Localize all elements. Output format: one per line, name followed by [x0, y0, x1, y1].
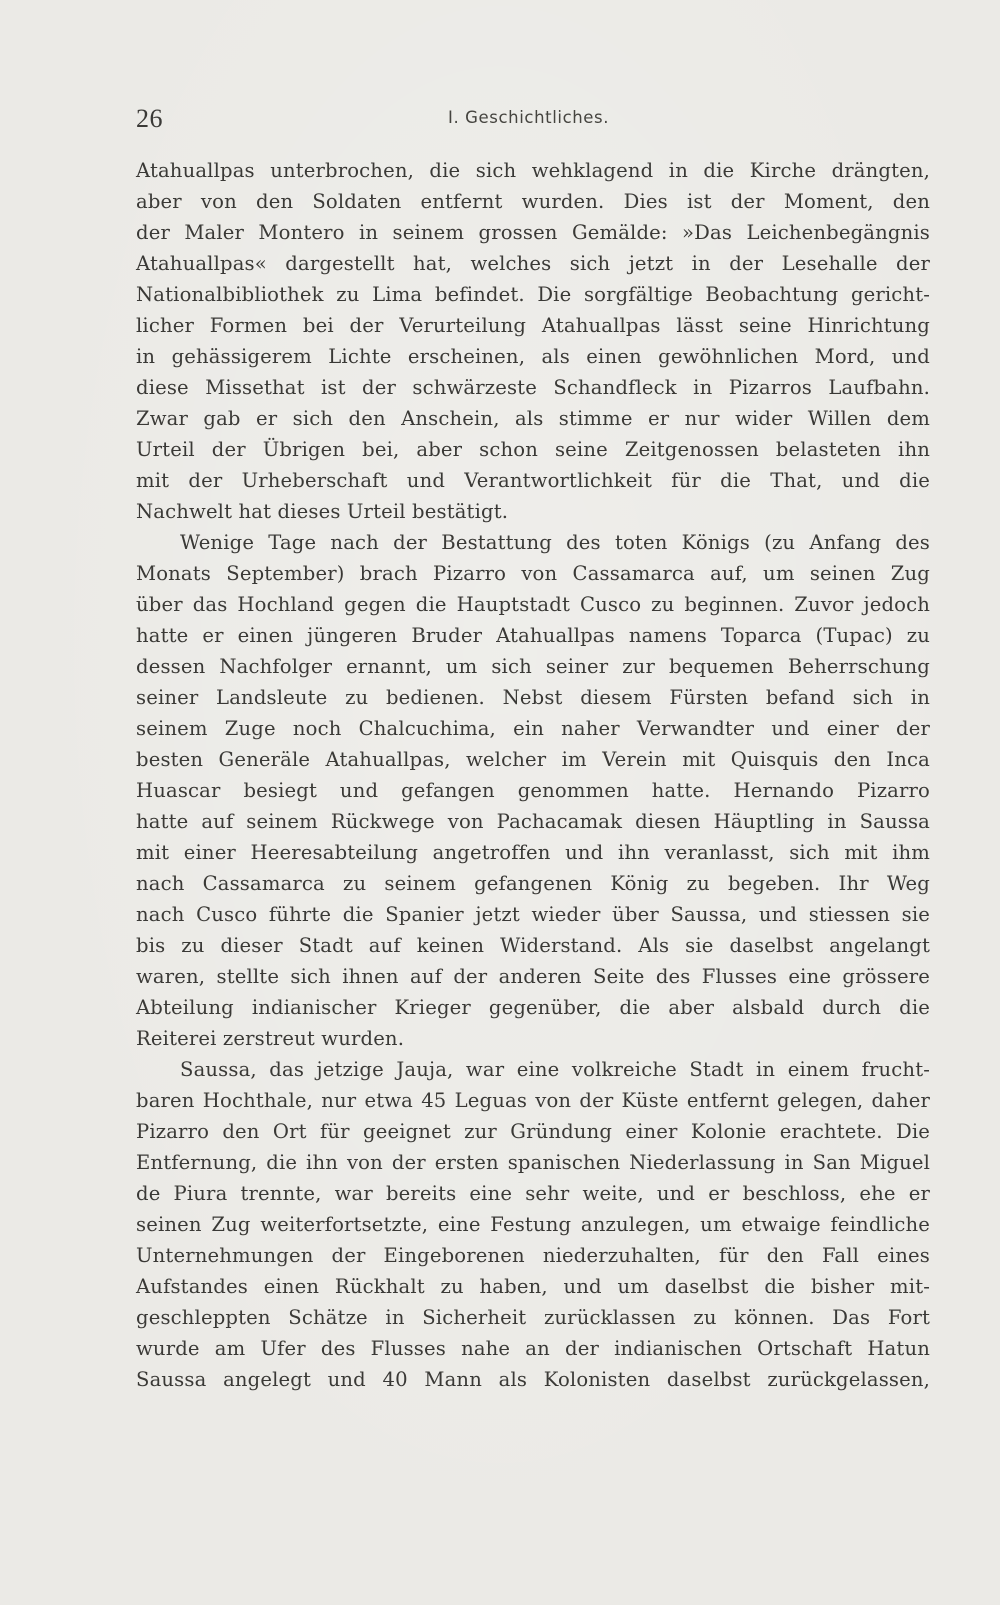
- page-number: 26: [136, 104, 163, 133]
- text-line: seinen Zug weiterfortsetzte, eine Festung anzulegen, um etwaige feindliche: [136, 1213, 930, 1236]
- text-line: Pizarro den Ort für geeignet zur Gründung einer Kolonie erachtete. Die: [136, 1120, 930, 1143]
- text-line: waren, stellte sich ihnen auf der anderen Seite des Flusses eine grössere: [136, 965, 930, 988]
- text-line: seinem Zuge noch Chalcuchima, ein naher Verwandter und einer der: [136, 717, 930, 740]
- text-line: Reiterei zerstreut wurden.: [136, 1027, 405, 1050]
- text-line: seiner Landsleute zu bedienen. Nebst diesem Fürsten befand sich in: [136, 686, 930, 709]
- text-line: dessen Nachfolger ernannt, um sich seiner zur bequemen Beherrschung: [136, 655, 930, 678]
- text-line: baren Hochthale, nur etwa 45 Leguas von der Küste entfernt gelegen, daher: [136, 1089, 930, 1112]
- text-line: Unternehmungen der Eingeborenen niederzuhalten, für den Fall eines: [136, 1244, 930, 1267]
- text-line: Nationalbibliothek zu Lima befindet. Die sorgfältige Beobachtung gericht-: [136, 283, 930, 306]
- text-line: Nachwelt hat dieses Urteil bestätigt.: [136, 500, 509, 523]
- text-line: Urteil der Übrigen bei, aber schon seine Zeitgenossen belasteten ihn: [136, 438, 930, 461]
- text-line: aber von den Soldaten entfernt wurden. Dies ist der Moment, den: [136, 190, 930, 213]
- text-line: Entfernung, die ihn von der ersten spanischen Niederlassung in San Miguel: [136, 1151, 930, 1174]
- text-line: de Piura trennte, war bereits eine sehr weite, und er beschloss, ehe er: [136, 1182, 930, 1205]
- text-line: geschleppten Schätze in Sicherheit zurücklassen zu können. Das Fort: [136, 1306, 930, 1329]
- text-line: Huascar besiegt und gefangen genommen hatte. Hernando Pizarro: [136, 779, 930, 802]
- text-line: Monats September) brach Pizarro von Cassamarca auf, um seinen Zug: [136, 562, 930, 585]
- text-line: in gehässigerem Lichte erscheinen, als einen gewöhnlichen Mord, und: [136, 345, 930, 368]
- text-line: hatte er einen jüngeren Bruder Atahuallpas namens Toparca (Tupac) zu: [136, 624, 930, 647]
- running-head: [136, 104, 936, 134]
- body-text: [136, 155, 930, 1395]
- text-line: mit einer Heeresabteilung angetroffen und ihn veranlasst, sich mit ihm: [136, 841, 930, 864]
- text-line: hatte auf seinem Rückwege von Pachacamak diesen Häuptling in Saussa: [136, 810, 930, 833]
- text-line: Atahuallpas« dargestellt hat, welches sich jetzt in der Lesehalle der: [136, 252, 930, 275]
- text-line: diese Missethat ist der schwärzeste Schandfleck in Pizarros Laufbahn.: [136, 376, 930, 399]
- text-line: nach Cassamarca zu seinem gefangenen König zu begeben. Ihr Weg: [136, 872, 930, 895]
- text-line: Saussa, das jetzige Jauja, war eine volkreiche Stadt in einem frucht-: [180, 1058, 930, 1081]
- text-line: Saussa angelegt und 40 Mann als Kolonisten daselbst zurückgelassen,: [136, 1368, 930, 1391]
- text-line: licher Formen bei der Verurteilung Atahuallpas lässt seine Hinrichtung: [136, 314, 930, 337]
- text-line: der Maler Montero in seinem grossen Gemälde: »Das Leichenbegängnis: [136, 221, 930, 244]
- chapter-title: I. Geschichtliches.: [448, 108, 610, 127]
- text-line: Atahuallpas unterbrochen, die sich wehklagend in die Kirche drängten,: [136, 159, 930, 182]
- text-line: über das Hochland gegen die Hauptstadt Cusco zu beginnen. Zuvor jedoch: [136, 593, 930, 616]
- text-line: wurde am Ufer des Flusses nahe an der indianischen Ortschaft Hatun: [136, 1337, 930, 1360]
- text-line: Aufstandes einen Rückhalt zu haben, und um daselbst die bisher mit-: [136, 1275, 930, 1298]
- text-line: besten Generäle Atahuallpas, welcher im Verein mit Quisquis den Inca: [136, 748, 930, 771]
- text-line: Abteilung indianischer Krieger gegenüber, die aber alsbald durch die: [136, 996, 930, 1019]
- text-line: Zwar gab er sich den Anschein, als stimme er nur wider Willen dem: [136, 407, 930, 430]
- text-line: bis zu dieser Stadt auf keinen Widerstand. Als sie daselbst angelangt: [136, 934, 930, 957]
- text-line: nach Cusco führte die Spanier jetzt wieder über Saussa, und stiessen sie: [136, 903, 930, 926]
- text-line: Wenige Tage nach der Bestattung des toten Königs (zu Anfang des: [180, 531, 930, 554]
- text-line: mit der Urheberschaft und Verantwortlichkeit für die That, und die: [136, 469, 930, 492]
